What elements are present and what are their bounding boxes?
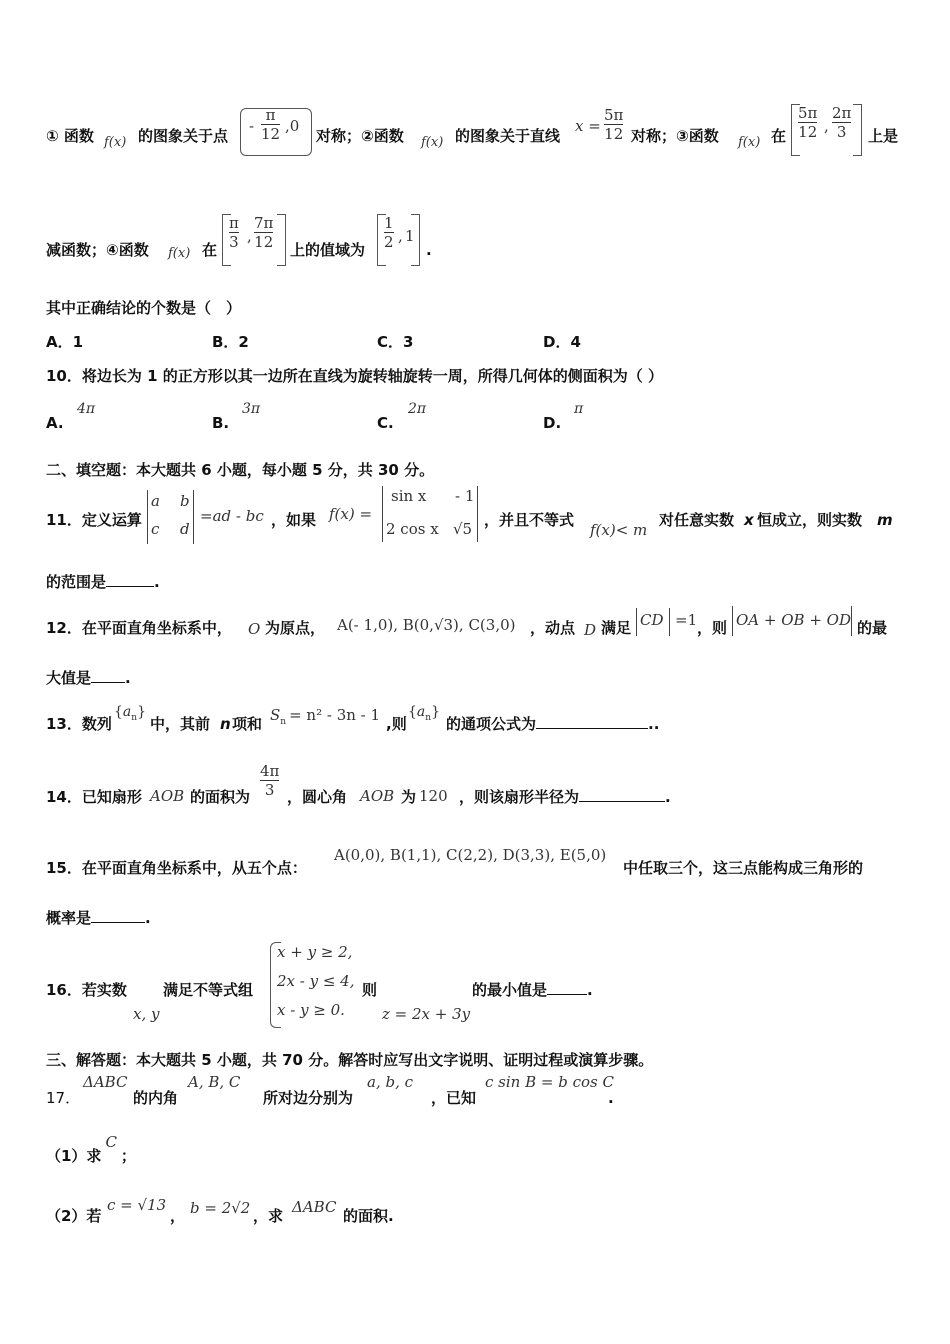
angles-abc: A, B, C [188,1073,241,1091]
given-c: c = √13 [107,1196,167,1214]
given-condition: c sin B = b cos C [485,1073,614,1091]
q13-text-a: 13．数列 [46,715,112,733]
interval-a: $\frac{5\pi}{12}$ [798,104,818,141]
q17-text-c: ，已知 [431,1089,477,1107]
fx-1: f(x) [104,135,127,150]
q12-points: A(- 1,0), B(0,√3), C(3,0) [337,616,516,634]
point-zero: ,0 [285,117,300,135]
q11-text-c: ，并且不等式 [484,511,575,529]
given-b: b = 2√2 [190,1199,251,1217]
det-c: c [151,520,160,538]
five-points: A(0,0), B(1,1), C(2,2), D(3,3), E(5,0) [334,846,607,864]
angle-value: 120 [419,787,448,805]
sum-bar-left [732,606,733,636]
interval2-bracket-right [277,214,286,266]
q14-text-b: 的面积为 [190,788,251,806]
q17-text-end: . [608,1089,614,1107]
q10-value-d: π [574,401,584,417]
q11-line2: 的范围是 . [46,573,160,591]
q9-text-7: 上是 [868,127,899,145]
q11-text-b: ，如果 [271,511,317,529]
q11-text-e: 恒成立，则实数 [757,511,863,529]
range-b: 1 [405,227,415,245]
q13-line-end: 的通项公式为 .. [446,715,660,733]
interval2-a: $\frac{\pi}{3}$ [229,214,239,251]
sum-formula: $S_n = n^2 - 3n - 1$ [270,706,381,727]
q9-text-1: ① 函数 [46,127,94,145]
q9-text-4: 的图象关于直线 [455,127,561,145]
inequality: f(x)< m [590,521,648,539]
q13-text-d: ,则 [386,715,407,733]
q15-text-b: 中任取三个，这三点能构成三角形的 [623,859,864,877]
q15-text-a: 15．在平面直角坐标系中，从五个点： [46,859,307,877]
q14-line-end: ，则该扇形半径为 . [459,788,671,806]
q17-text-e: 的面积. [343,1207,394,1225]
q16-text-b: 满足不等式组 [163,981,254,999]
cd: CD [640,611,664,629]
cd-bar-left [636,608,637,636]
f-eq: f(x) = [329,505,373,523]
q13-text-b: 中，其前 [150,715,211,733]
fx-3: f(x) [738,135,761,150]
q12-text-f: 的最 [857,619,888,637]
q17-number: 17． [46,1089,81,1107]
cd-eq: =1 [675,611,698,629]
q10-label-d: D. [543,414,562,432]
answer-blank[interactable] [536,728,648,729]
q9-text-8: 减函数；④函数 [46,241,149,259]
origin-o: O [248,620,261,638]
det-b: b [180,492,190,510]
det-a: a [151,492,160,510]
interval2-b: $\frac{7\pi}{12}$ [254,214,274,251]
q12-text-e: ，则 [697,619,728,637]
q17-text-a: 的内角 [133,1089,179,1107]
q14-text-a: 14．已知扇形 [46,788,142,806]
point-frac: $\frac{\pi}{12}$ [261,106,281,143]
range-a: $\frac{1}{2}$ [384,214,394,251]
ineq-1: x + y ≥ 2, [277,943,353,961]
q14-text-d: 为 [401,788,417,806]
q9-text-5: 对称；③函数 [631,127,719,145]
mat-21: 2 cos x [386,520,439,538]
q16-line-end: 的最小值是 . [472,981,593,999]
q9-text-2: 的图象关于点 [138,127,229,145]
q12-text-b: 为原点， [265,619,326,637]
q17-sep: ， [170,1207,186,1225]
q17-text-b: 所对边分别为 [263,1089,354,1107]
q12-text-d: 满足 [601,619,632,637]
answer-blank[interactable] [106,586,154,587]
q17-text-d: ，求 [253,1207,284,1225]
q10-value-c: 2π [408,401,427,417]
q12-text-a: 12．在平面直角坐标系中， [46,619,232,637]
section2-heading: 二、填空题：本大题共 6 小题，每小题 5 分，共 30 分。 [46,461,435,479]
objective-z: z = 2x + 3y [382,1005,471,1023]
det-bar-right [193,490,194,544]
sum-bar-right [851,606,852,636]
sector-aob-2: AOB [360,787,395,805]
var-m: m [877,511,893,529]
q9-text-3: 对称；②函数 [316,127,404,145]
triangle-abc-1: ΔABC [83,1073,128,1091]
q10-label-c: C. [377,414,394,432]
q10-value-a: 4π [77,401,96,417]
answer-blank[interactable] [91,922,145,923]
q10-label-a: A. [46,414,64,432]
q17-part2-label: （2）若 [46,1207,102,1225]
q13-text-c: 项和 [232,715,263,733]
vars-xy: x, y [133,1005,160,1023]
minus-sign: - [249,117,255,135]
q12-line2: 大值是 . [46,669,131,687]
ineq-3: x - y ≥ 0. [277,1001,345,1019]
x-eq: x = [575,117,601,135]
mat-22: √5 [453,520,473,538]
answer-blank[interactable] [91,682,125,683]
fx-2: f(x) [421,135,444,150]
fx-4: f(x) [168,246,191,261]
range-bracket-right [411,214,420,266]
det-bar-left [147,490,148,544]
q10-text: 10．将边长为 1 的正方形以其一边所在直线为旋转轴旋转一周，所得几何体的侧面积为（ ） [46,367,663,385]
q9-option-c: C．3 [377,333,414,351]
q16-text-a: 16．若实数 [46,981,127,999]
q9-text-11: . [426,241,432,259]
q9-text-9: 在 [202,241,218,259]
triangle-abc-2: ΔABC [292,1198,337,1216]
interval-b: $\frac{2\pi}{3}$ [832,104,852,141]
q9-option-a: A．1 [46,333,84,351]
mat-bar-left [382,486,383,542]
q9-prompt: 其中正确结论的个数是（ ） [46,299,242,317]
mat-bar-right [477,486,478,542]
interval-bracket-right [853,104,862,156]
line-frac: $\frac{5\pi}{12}$ [604,106,624,143]
q10-value-b: 3π [242,401,261,417]
det-definition: =ad - bc [200,507,264,525]
area-frac: $\frac{4\pi}{3}$ [260,762,280,799]
q16-text-c: 则 [362,981,378,999]
ineq-2: 2x - y ≤ 4, [277,972,355,990]
q15-line2: 概率是 . [46,909,151,927]
cd-bar-right [669,608,670,636]
range-comma: , [398,227,403,245]
q9-text-10: 上的值域为 [290,241,366,259]
seq-an-1: $\{a_n\}$ [114,704,146,723]
answer-blank[interactable] [579,801,665,802]
q10-label-b: B. [212,414,230,432]
q11-text-a: 11．定义运算 [46,511,142,529]
q14-text-c: ，圆心角 [287,788,348,806]
var-x: x [744,511,754,529]
q9-text-6: 在 [771,127,787,145]
mat-12: - 1 [455,487,475,505]
vector-sum: OA + OB + OD [736,611,851,629]
det-d: d [180,520,190,538]
comma: , [824,117,829,135]
q9-option-d: D．4 [543,333,581,351]
var-n: n [220,715,231,733]
comma-2: , [247,227,252,245]
q17-part1: （1）求C； [46,1133,136,1165]
q11-text-d: 对任意实数 [659,511,735,529]
seq-an-2: $\{a_n\}$ [408,704,440,723]
sector-aob-1: AOB [150,787,185,805]
answer-blank[interactable] [547,994,587,995]
sides-abc: a, b, c [367,1073,414,1091]
section3-heading: 三、解答题：本大题共 5 小题，共 70 分。解答时应写出文字说明、证明过程或演算步骤。 [46,1051,654,1069]
mat-11: sin x [391,487,427,505]
q12-text-c: ，动点 [530,619,576,637]
point-d: D [584,621,597,639]
q9-option-b: B．2 [212,333,249,351]
